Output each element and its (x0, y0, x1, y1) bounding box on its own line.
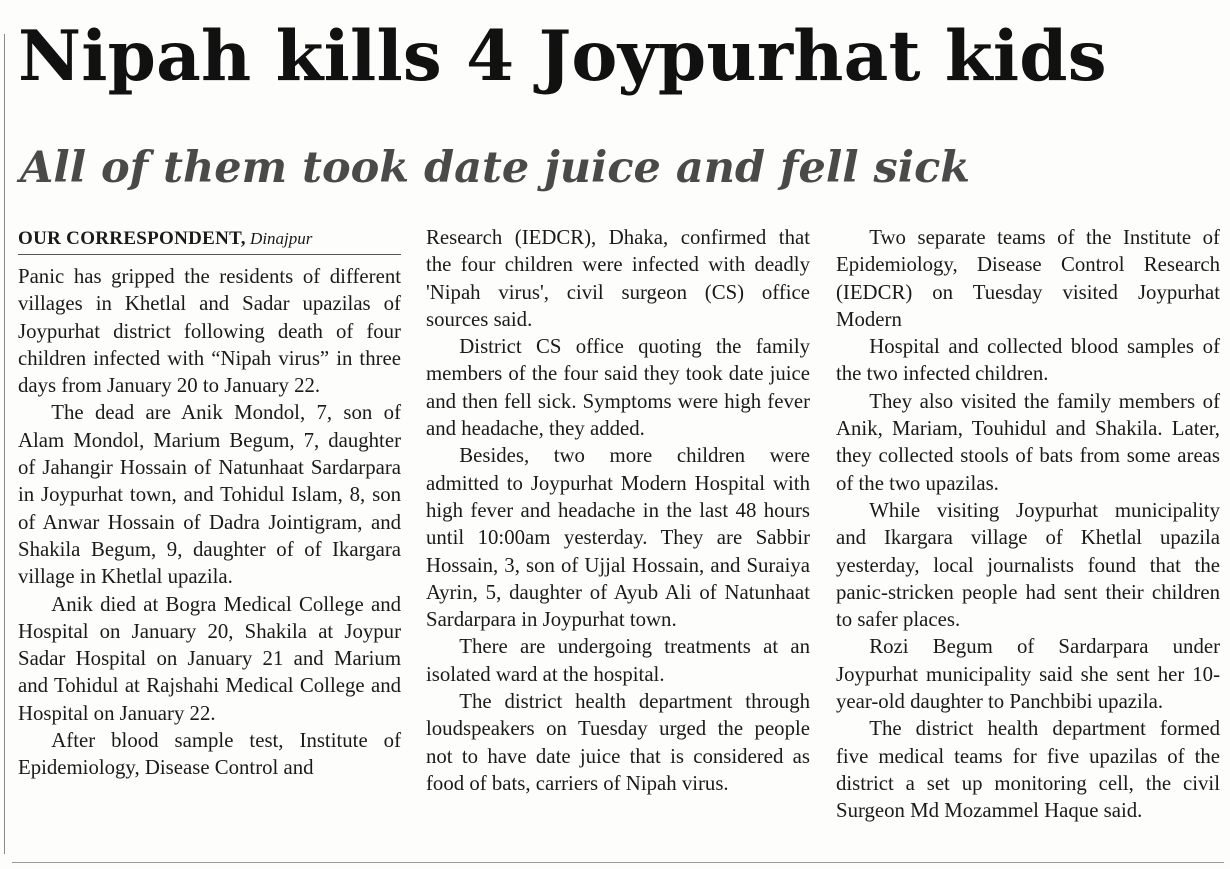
paragraph: There are undergoing treatments at an isolated ward at the hospital. (426, 635, 810, 686)
paragraph: Hospital and collected blood samples of the two infected children. (836, 335, 1220, 386)
paragraph: Anik died at Bogra Medical College and Hospital on January 20, Shakila at Joypur Sadar Hospital on January 21 and Marium and Tohidul at Rajshahi Medical College and Hospital on January 22. (18, 592, 401, 725)
bottom-rule (12, 862, 1224, 863)
paragraph: Two separate teams of the Institute of Epidemiology, Disease Control Research (IEDCR) on Tuesday visited Joypurhat Modern (836, 226, 1220, 331)
byline-name: OUR CORRESPONDENT, (18, 228, 246, 249)
left-border-rule (4, 34, 5, 854)
paragraph: Rozi Begum of Sardarpara under Joypurhat municipality said she sent her 10-year-old daughter to Panchbibi upazila. (836, 635, 1220, 714)
byline (18, 224, 401, 255)
paragraph: The dead are Anik Mondol, 7, son of Alam Mondol, Marium Begum, 7, daughter of Jahangir Hossain of Natunhaat Sardarpara in Joypurhat town, and Tohidul Islam, 8, son of Anwar Hossain of Dadra Jointigram, and Shakila Begum, 9, daughter of of Ikargara village in Khetlal upazila. (18, 401, 401, 589)
paragraph: They also visited the family members of Anik, Mariam, Touhidul and Shakila. Later, they collected stools of bats from some areas of the two upazilas. (836, 389, 1220, 495)
paragraph: The district health department formed five medical teams for five upazilas of the district a set up monitoring cell, the civil Surgeon Md Mozammel Haque said. (836, 717, 1220, 823)
article-column-2 (426, 224, 810, 797)
article-column-1 (18, 224, 401, 782)
paragraph: Research (IEDCR), Dhaka, confirmed that the four children were infected with deadly 'Nipah virus', civil surgeon (CS) office sources said. (426, 226, 810, 331)
paragraph: The district health department through loudspeakers on Tuesday urged the people not to have date juice that is considered as food of bats, carriers of Nipah virus. (426, 690, 810, 795)
headline: Nipah kills 4 Joypurhat kids (18, 16, 1107, 97)
byline-location: Dinajpur (250, 229, 313, 248)
paragraph: District CS office quoting the family members of the four said they took date juice and then fell sick. Symptoms were high fever and headache, they added. (426, 335, 810, 441)
paragraph: After blood sample test, Institute of Epidemiology, Disease Control and (18, 729, 401, 780)
paragraph: Panic has gripped the residents of different villages in Khetlal and Sadar upazilas of Joypurhat district following death of four children infected with “Nipah virus” in three days from January 20 to January 22. (18, 265, 401, 398)
paragraph: Besides, two more children were admitted to Joypurhat Modern Hospital with high fever and headache in the last 48 hours until 10:00am yesterday. They are Sabbir Hossain, 3, son of Ujjal Hossain, and Suraiya Ayrin, 5, daughter of Ayub Ali of Natunhaat Sardarpara in Joypurhat town. (426, 444, 810, 632)
paragraph: While visiting Joypurhat municipality and Ikargara village of Khetlal upazila yesterday, local journalists found that the panic-stricken people had sent their children to safer places. (836, 498, 1220, 632)
subheadline: All of them took date juice and fell sick (20, 143, 971, 193)
article-column-3 (836, 224, 1220, 825)
